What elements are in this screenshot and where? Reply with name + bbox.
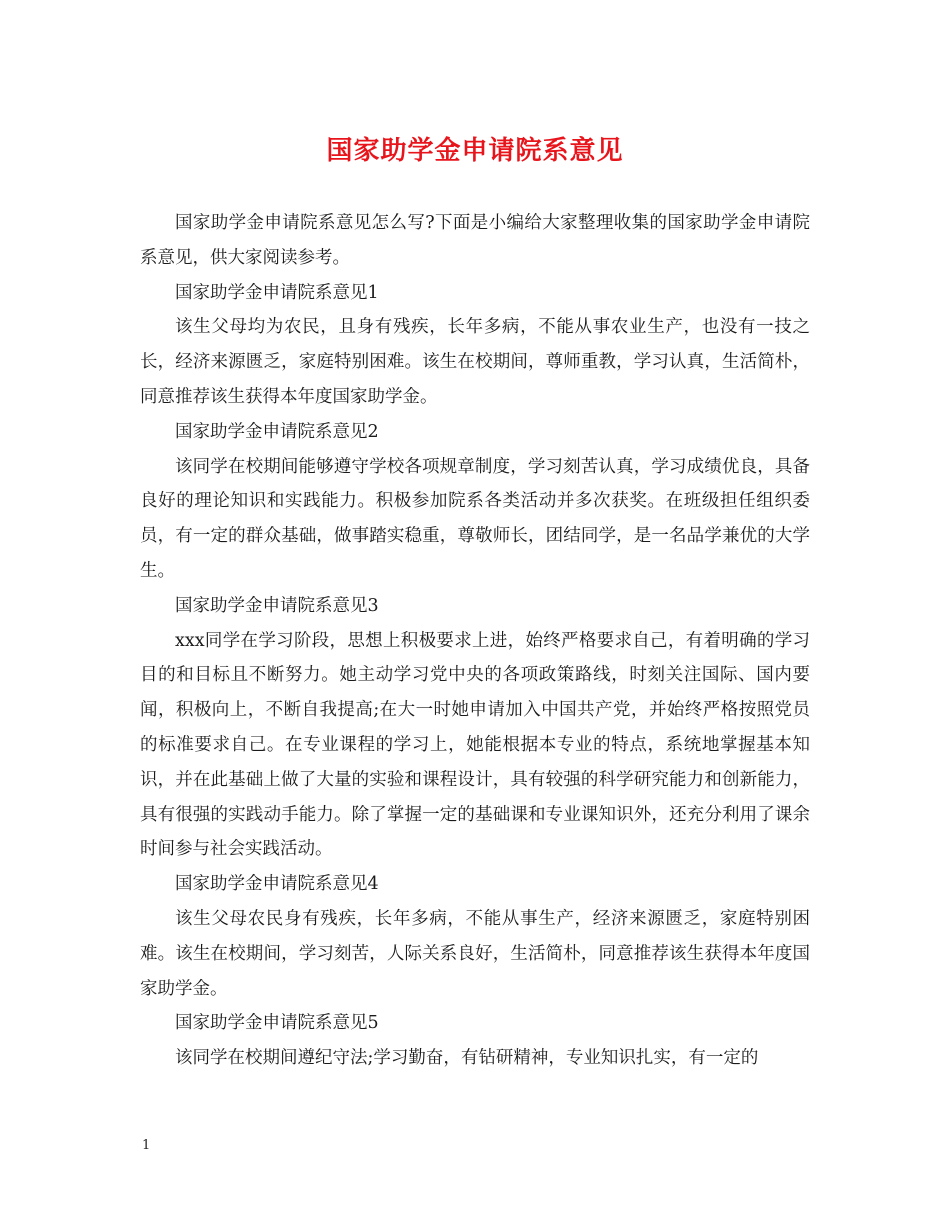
document-body (140, 206, 810, 1076)
section-paragraph-5: 该同学在校期间遵纪守法;学习勤奋，有钻研精神，专业知识扎实，有一定的 (175, 1048, 759, 1069)
document-title: 国家助学金申请院系意见 (326, 136, 624, 166)
page-number: 1 (142, 1138, 151, 1153)
section-heading-4: 国家助学金申请院系意见4 (175, 874, 379, 895)
intro-paragraph: 国家助学金申请院系意见怎么写?下面是小编给大家整理收集的国家助学金申请院系意见，供大家阅读参考。 (140, 213, 810, 268)
section-paragraph-1: 该生父母均为农民，且身有残疾，长年多病，不能从事农业生产，也没有一技之长，经济来源匮乏，家庭特别困难。该生在校期间，尊师重教，学习认真，生活简朴，同意推荐该生获得本年度国家助学金。 (140, 317, 810, 407)
section-heading-1: 国家助学金申请院系意见1 (175, 282, 379, 303)
section-heading-5: 国家助学金申请院系意见5 (175, 1013, 379, 1034)
section-paragraph-4: 该生父母农民身有残疾，长年多病，不能从事生产，经济来源匮乏，家庭特别困难。该生在校期间，学习刻苦，人际关系良好，生活简朴，同意推荐该生获得本年度国家助学金。 (140, 908, 810, 999)
section-heading-3: 国家助学金申请院系意见3 (175, 595, 379, 616)
section-heading-2: 国家助学金申请院系意见2 (175, 421, 379, 442)
section-paragraph-3: xxx同学在学习阶段，思想上积极要求上进，始终严格要求自己，有着明确的学习目的和目标且不断努力。她主动学习党中央的各项政策路线，时刻关注国际、国内要闻，积极向上，不断自我提高;在大一时她申请加入中国共产党，并始终严格按照党员的标准要求自己。在专业课程的学习上，她能根据本专业的特点，系统地掌握基本知识，并在此基础上做了大量的实验和课程设计，具有较强的科学研究能力和创新能力，具有很强的实践动手能力。除了掌握一定的基础课和专业课知识外，还充分利用了课余时间参与社会实践活动。 (140, 630, 810, 860)
section-paragraph-2: 该同学在校期间能够遵守学校各项规章制度，学习刻苦认真，学习成绩优良，具备良好的理论知识和实践能力。积极参加院系各类活动并多次获奖。在班级担任组织委员，有一定的群众基础，做事踏实稳重，尊敬师长，团结同学，是一名品学兼优的大学生。 (140, 456, 810, 581)
